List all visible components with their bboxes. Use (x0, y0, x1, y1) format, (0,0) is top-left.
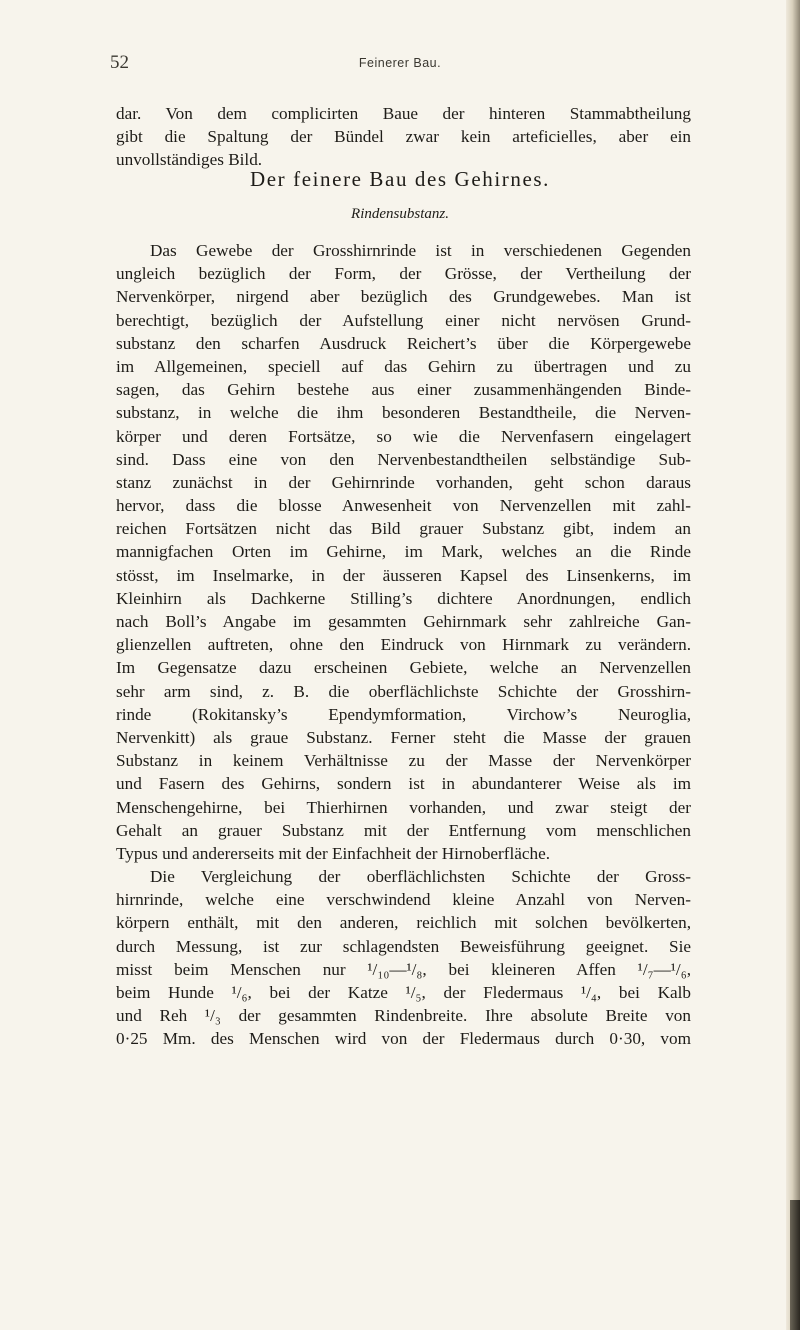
running-title: Feinerer Bau. (358, 56, 442, 70)
text-line: Substanz in keinem Verhältnisse zu der Masse der Nervenkörper (116, 751, 691, 771)
text-line: dar. Von dem complicirten Baue der hinteren Stammabtheilung (116, 104, 691, 123)
body-text (116, 239, 691, 1051)
text-line: Nervenkörper, nirgend aber bezüglich des Grundgewebes. Man ist (116, 287, 691, 307)
text-line: und Reh ¹/₃ der gesammten Rindenbreite. Ihre absolute Breite von (116, 1006, 691, 1026)
text-line: sagen, das Gehirn bestehe aus einer zusammenhängenden Binde- (116, 380, 691, 400)
text-line: körpern enthält, mit den anderen, reichlich mit solchen bevölkerten, (116, 913, 691, 933)
text-line: ungleich bezüglich der Form, der Grösse, der Vertheilung der (116, 264, 691, 284)
text-line: Das Gewebe der Grosshirnrinde ist in verschiedenen Gegenden (150, 241, 691, 260)
text-line: mannigfachen Orten im Gehirne, im Mark, welches an die Rinde (116, 542, 691, 562)
text-line: und Fasern des Gehirns, sondern ist in abundanterer Weise als im (116, 774, 691, 794)
page-number: 52 (110, 52, 129, 73)
text-line: stanz zunächst in der Gehirnrinde vorhanden, geht schon daraus (116, 472, 691, 492)
text-line: hirnrinde, welche eine verschwindend kleine Anzahl von Nerven- (116, 890, 691, 910)
running-head (110, 52, 690, 82)
intro-paragraph (116, 102, 691, 172)
text-line: Im Gegensatze dazu erscheinen Gebiete, welche an Nervenzellen (116, 658, 691, 678)
text-line: unvollständiges Bild. (116, 150, 263, 170)
text-line: rinde (Rokitansky’s Ependymformation, Virchow’s Neuroglia, (116, 704, 691, 724)
text-line: substanz den scharfen Ausdruck Reichert’s über die Körpergewebe (116, 333, 691, 353)
text-line: reichen Fortsätzen nicht das Bild grauer Substanz gibt, indem an (116, 519, 691, 539)
text-line: im Allgemeinen, speciell auf das Gehirn zu übertragen und zu (116, 356, 691, 376)
text-line: beim Hunde ¹/₆, bei der Katze ¹/₅, der Fledermaus ¹/₄, bei Kalb (116, 983, 691, 1002)
text-line: Menschengehirne, bei Thierhirnen vorhanden, und zwar steigt der (116, 797, 691, 817)
text-line: substanz, in welche die ihm besonderen Bestandtheile, die Nerven- (116, 403, 691, 423)
text-line: Nervenkitt) als graue Substanz. Ferner steht die Masse der grauen (116, 727, 691, 747)
text-line: gibt die Spaltung der Bündel zwar kein arteficielles, aber ein (116, 127, 691, 147)
text-line: sehr arm sind, z. B. die oberflächlichste Schichte der Grosshirn- (116, 681, 691, 701)
text-line: glienzellen auftreten, ohne den Eindruck von Hirnmark zu verändern. (116, 635, 691, 655)
text-line: berechtigt, bezüglich der Aufstellung einer nicht nervösen Grund- (116, 310, 691, 330)
text-line: misst beim Menschen nur ¹/₁₀—¹/₈, bei kleineren Affen ¹/₇—¹/₆, (116, 959, 691, 979)
text-line: stösst, im Inselmarke, in der äusseren Kapsel des Linsenkerns, im (116, 565, 691, 585)
text-line: durch Messung, ist zur schlagendsten Beweisführung geeignet. Sie (116, 936, 691, 956)
text-line: hervor, dass die blosse Anwesenheit von Nervenzellen mit zahl- (116, 496, 691, 516)
page-edge-shadow (786, 0, 800, 1330)
section-heading: Der feinere Bau des Gehirnes. (249, 167, 551, 191)
text-line: nach Boll’s Angabe im gesammten Gehirnmark sehr zahlreiche Gan- (116, 612, 691, 631)
text-line: sind. Dass eine von den Nervenbestandtheilen selbständige Sub- (116, 449, 691, 469)
text-line: Kleinhirn als Dachkerne Stilling’s dichtere Anordnungen, endlich (116, 588, 691, 608)
text-line: Gehalt an grauer Substanz mit der Entfernung vom menschlichen (116, 820, 691, 840)
text-line: Typus und andererseits mit der Einfachheit der Hirnoberfläche. (116, 843, 551, 863)
text-line: 0·25 Mm. des Menschen wird von der Fledermaus durch 0·30, vom (116, 1029, 691, 1049)
page-edge-dark-corner (790, 1200, 800, 1330)
text-line: Die Vergleichung der oberflächlichsten Schichte der Gross- (150, 867, 691, 887)
text-line: körper und deren Fortsätze, so wie die Nervenfasern eingelagert (116, 426, 691, 446)
section-subheading: Rindensubstanz. (351, 206, 449, 222)
